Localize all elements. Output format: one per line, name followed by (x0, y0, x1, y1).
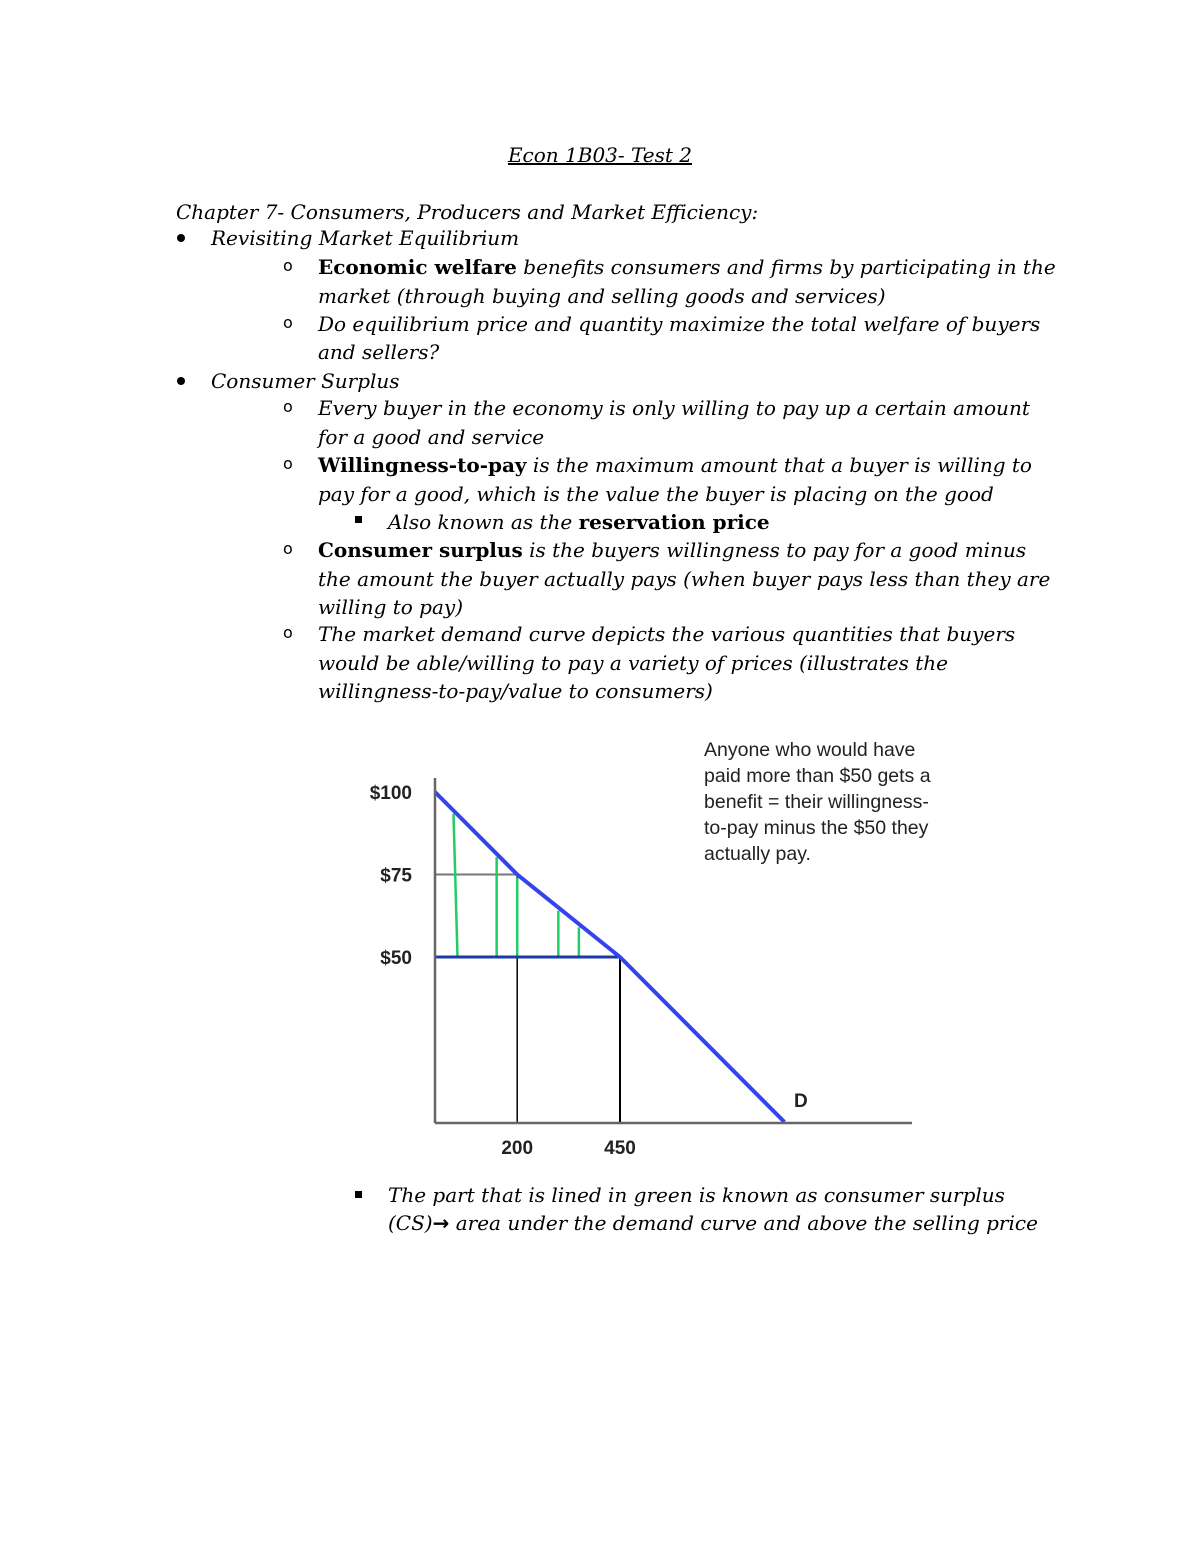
list-item: Willingness-to-pay is the maximum amount that a buyer is willing to (318, 453, 1032, 477)
surplus-line (453, 814, 457, 957)
sub-list-item: Also known as the reservation price (388, 510, 770, 534)
demand-curve (435, 792, 784, 1122)
list-item: Consumer surplus is the buyers willingness to pay for a good minus (318, 538, 1027, 562)
circle-bullet-icon: o (283, 313, 293, 332)
list-item-continued: the amount the buyer actually pays (when buyer pays less than they are (318, 567, 1051, 591)
list-item-continued: and sellers? (318, 340, 440, 364)
x-tick-label: 200 (501, 1138, 534, 1159)
chapter-heading: Chapter 7- Consumers, Producers and Market Efficiency: (176, 200, 759, 224)
circle-bullet-icon: o (283, 454, 293, 473)
section-heading: Consumer Surplus (211, 369, 400, 393)
y-tick-label: $100 (369, 783, 412, 804)
footer-note-line: The part that is lined in green is known as consumer surplus (388, 1183, 1005, 1207)
bullet-dot-icon (177, 377, 185, 385)
list-item: The market demand curve depicts the various quantities that buyers (318, 622, 1016, 646)
demand-label: D (794, 1091, 808, 1112)
list-item-continued: market (through buying and selling goods and services) (318, 284, 886, 308)
square-bullet-icon (355, 516, 362, 523)
list-item-continued: would be able/willing to pay a variety of prices (illustrates the (318, 651, 948, 675)
document-title: Econ 1B03- Test 2 (507, 143, 693, 167)
list-item-continued: willing to pay) (318, 595, 464, 619)
list-item-continued: for a good and service (318, 425, 545, 449)
arrow-icon: → (432, 1211, 450, 1235)
circle-bullet-icon: o (283, 397, 293, 416)
square-bullet-icon (355, 1191, 362, 1198)
circle-bullet-icon: o (283, 256, 293, 275)
y-tick-label: $75 (380, 865, 412, 887)
chart-annotation-line: benefit = their willingness- (704, 791, 929, 813)
list-item: Economic welfare benefits consumers and firms by participating in the (318, 255, 1056, 279)
list-item: Do equilibrium price and quantity maximize the total welfare of buyers (318, 312, 1041, 336)
bullet-dot-icon (177, 234, 185, 242)
list-item-continued: willingness-to-pay/value to consumers) (318, 679, 713, 703)
chart-annotation-line: actually pay. (704, 843, 811, 865)
chart-annotation-line: paid more than $50 gets a (704, 765, 931, 787)
list-item-continued: pay for a good, which is the value the buyer is placing on the good (318, 482, 994, 506)
chart-annotation-line: to-pay minus the $50 they (704, 817, 929, 839)
footer-note-line: (CS)→ area under the demand curve and above the selling price (388, 1211, 1038, 1235)
section-heading: Revisiting Market Equilibrium (211, 226, 520, 250)
y-tick-label: $50 (380, 948, 412, 969)
circle-bullet-icon: o (283, 623, 293, 642)
x-tick-label: 450 (604, 1138, 636, 1159)
list-item: Every buyer in the economy is only willing to pay up a certain amount (318, 396, 1030, 420)
chart-annotation-line: Anyone who would have (704, 739, 916, 761)
circle-bullet-icon: o (283, 539, 293, 558)
